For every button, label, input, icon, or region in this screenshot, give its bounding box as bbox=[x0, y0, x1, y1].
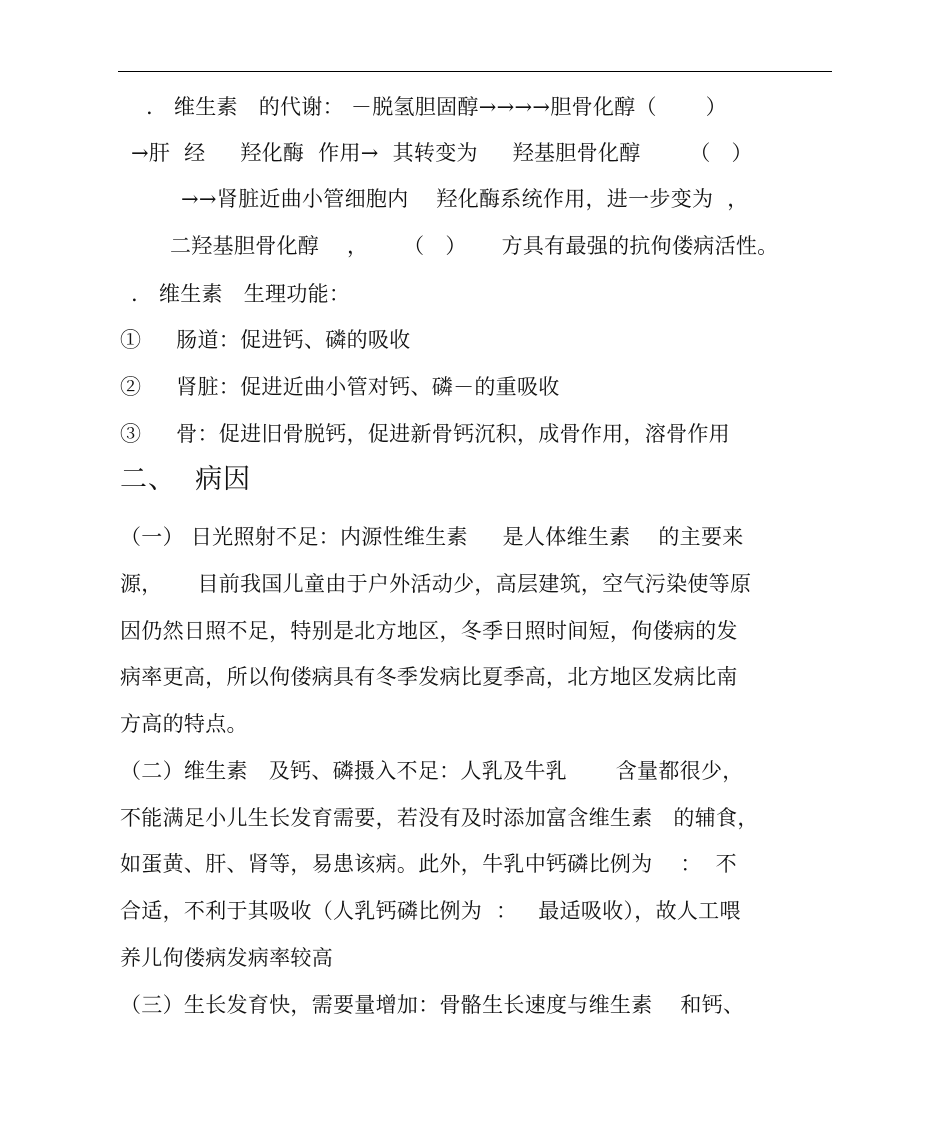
etiology-line-8: 如蛋黄、肝、肾等，易患该病。此外，牛乳中钙磷比例为 ： 不 bbox=[120, 852, 737, 876]
etiology-line-11: （三）生长发育快，需要量增加：骨骼生长速度与维生素 和钙、 bbox=[120, 993, 745, 1017]
function-item-bone: ③ 骨：促进旧骨脱钙，促进新骨钙沉积，成骨作用，溶骨作用 bbox=[120, 422, 730, 446]
etiology-line-2: 源， 目前我国儿童由于户外活动少，高层建筑，空气污染使等原 bbox=[120, 572, 752, 596]
function-item-intestine: ① 肠道：促进钙、磷的吸收 bbox=[120, 328, 411, 352]
etiology-line-4: 病率更高，所以佝偻病具有冬季发病比夏季高，北方地区发病比南 bbox=[120, 665, 738, 689]
etiology-line-6: （二）维生素 及钙、磷摄入不足：人乳及牛乳 含量都很少， bbox=[120, 759, 744, 783]
header-rule bbox=[118, 71, 832, 72]
etiology-line-1: （一） 日光照射不足：内源性维生素 是人体维生素 的主要来 bbox=[120, 525, 744, 549]
metabolism-line-3: →→肾脏近曲小管细胞内 羟化酶系统作用，进一步变为 ， bbox=[181, 187, 749, 211]
function-title: . 维生素 生理功能： bbox=[131, 282, 351, 306]
metabolism-line-4: 二羟基胆骨化醇 ， （ ） 方具有最强的抗佝偻病活性。 bbox=[170, 234, 779, 258]
etiology-line-5: 方高的特点。 bbox=[120, 712, 248, 736]
section-heading-etiology: 二、 病因 bbox=[120, 464, 252, 495]
metabolism-line-2: →肝 经 羟化酶 作用→ 其转变为 羟基胆骨化醇 （ ） bbox=[131, 141, 753, 165]
etiology-line-3: 因仍然日照不足，特别是北方地区，冬季日照时间短，佝偻病的发 bbox=[120, 619, 738, 643]
function-item-kidney: ② 肾脏：促进近曲小管对钙、磷－的重吸收 bbox=[120, 375, 560, 399]
metabolism-line-1: . 维生素 的代谢： －脱氢胆固醇→→→→胆骨化醇（ ） bbox=[146, 95, 727, 119]
etiology-line-10: 养儿佝偻病发病率较高 bbox=[120, 946, 333, 970]
etiology-line-9: 合适，不利于其吸收（人乳钙磷比例为 ： 最适吸收），故人工喂 bbox=[120, 899, 741, 923]
etiology-line-7: 不能满足小儿生长发育需要，若没有及时添加富含维生素 的辅食， bbox=[120, 806, 759, 830]
